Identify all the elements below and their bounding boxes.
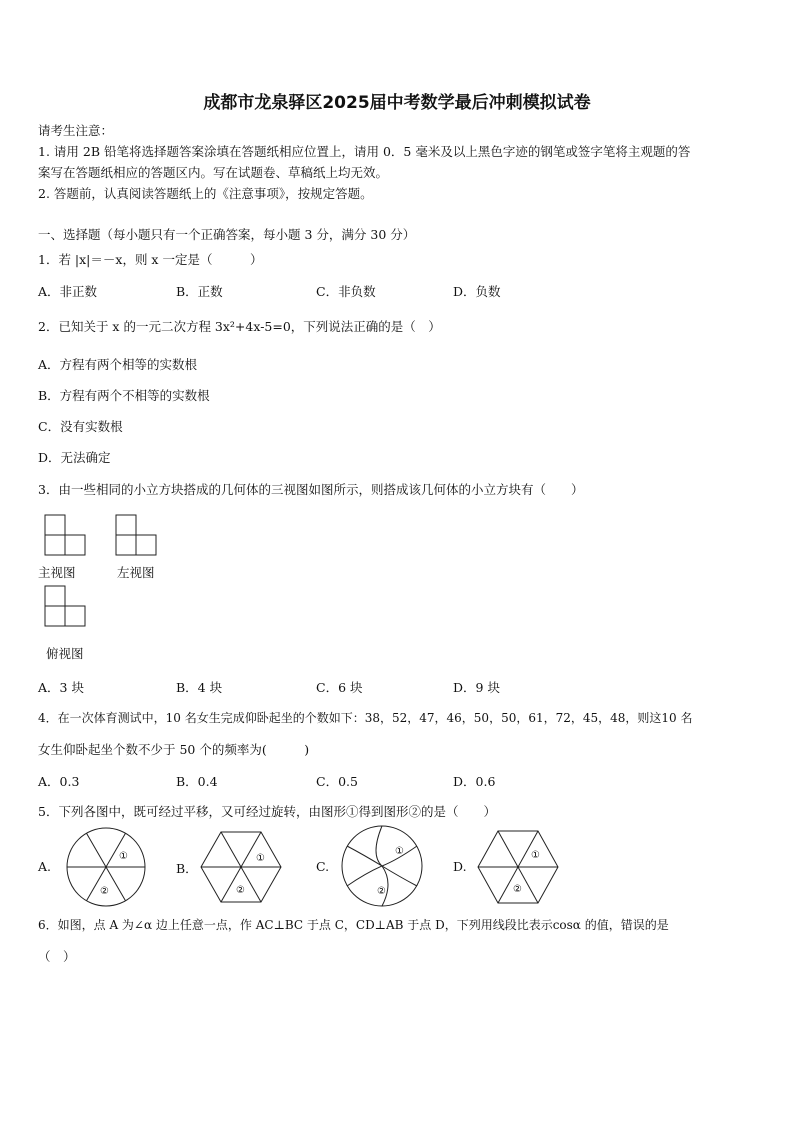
notice-item-2: 2. 答题前，认真阅读答题纸上的《注意事项》，按规定答题。 (38, 186, 373, 201)
section-heading: 一、选择题（每小题只有一个正确答案，每小题 3 分，满分 30 分） (38, 227, 416, 242)
notice-item-1-line-2: 案写在答题纸相应的答题区内。写在试题卷、草稿纸上均无效。 (38, 165, 389, 180)
option-a-circle-figure (64, 827, 148, 907)
page-title: 成都市龙泉驿区2025届中考数学最后冲刺模拟试卷 (203, 93, 591, 113)
question-4-option-c: C．0.5 (316, 774, 358, 789)
mark-2: ② (236, 885, 245, 896)
question-4-option-a: A．0.3 (38, 774, 80, 789)
mark-1: ① (119, 851, 128, 862)
question-1-option-b: B．正数 (176, 284, 223, 299)
mark-1: ① (531, 850, 540, 861)
mark-1: ① (256, 853, 265, 864)
question-4-option-d: D．0.6 (453, 774, 496, 789)
question-3-option-d: D．9 块 (453, 680, 500, 695)
mark-2: ② (100, 886, 109, 897)
mark-2: ② (377, 886, 386, 897)
question-5-option-d-label: D. (453, 859, 467, 874)
question-5-stem: 5．下列各图中，既可经过平移，又可经过旋转，由图形①得到图形②的是（ ） (38, 804, 496, 819)
question-3-option-c: C．6 块 (316, 680, 363, 695)
notice-item-1-line-1: 1. 请用 2B 铅笔将选择题答案涂填在答题纸相应位置上，请用 0．5 毫米及以上黑色字迹的钢笔或签字笔将主观题的答 (38, 144, 691, 159)
question-3-option-b: B．4 块 (176, 680, 223, 695)
question-2-option-d: D．无法确定 (38, 450, 111, 465)
front-view-label: 主视图 (38, 565, 76, 580)
question-2-option-a: A．方程有两个相等的实数根 (38, 357, 198, 372)
question-3-stem: 3．由一些相同的小立方块搭成的几何体的三视图如图所示，则搭成该几何体的小立方块有（ ） (38, 482, 584, 497)
question-1-option-a: A．非正数 (38, 284, 98, 299)
option-c-pinwheel-circle-figure (340, 825, 424, 907)
question-2-stem: 2．已知关于 x 的一元二次方程 3x²+4x-5=0，下列说法正确的是（ ） (38, 319, 441, 334)
question-1-option-d: D．负数 (453, 284, 501, 299)
question-1-stem: 1．若 |x|＝－x，则 x 一定是（ ） (38, 252, 263, 267)
question-5-option-b-label: B． (176, 861, 198, 876)
top-view-label: 俯视图 (46, 646, 84, 661)
question-3-option-a: A．3 块 (38, 680, 84, 695)
notice-heading: 请考生注意： (38, 123, 114, 138)
option-b-hexagon-figure (199, 829, 283, 907)
question-6-stem-line-1: 6．如图，点 A 为∠α 边上任意一点，作 AC⊥BC 于点 C，CD⊥AB 于点 D，下列用线段比表示cosα 的值，错误的是 (38, 918, 669, 932)
mark-1: ① (395, 846, 404, 857)
question-4-stem-line-1: 4．在一次体育测试中，10 名女生完成仰卧起坐的个数如下：38，52，47，46，50，50，61，72，45，48，则这10 名 (38, 711, 693, 725)
question-5-option-c-label: C. (316, 859, 330, 874)
question-6-stem-line-2: （ ） (38, 949, 76, 964)
question-4-stem-line-2: 女生仰卧起坐个数不少于 50 个的频率为( ) (38, 742, 310, 757)
question-1-option-c: C．非负数 (316, 284, 376, 299)
left-view-label: 左视图 (117, 565, 155, 580)
front-view-figure (42, 512, 90, 560)
top-view-figure (42, 583, 90, 631)
option-d-hexagon-figure (476, 828, 562, 908)
question-2-option-c: C．没有实数根 (38, 419, 123, 434)
left-view-figure (113, 512, 161, 560)
question-5-option-a-label: A. (38, 859, 52, 874)
question-2-option-b: B．方程有两个不相等的实数根 (38, 388, 210, 403)
mark-2: ② (513, 884, 522, 895)
question-4-option-b: B．0.4 (176, 774, 218, 789)
